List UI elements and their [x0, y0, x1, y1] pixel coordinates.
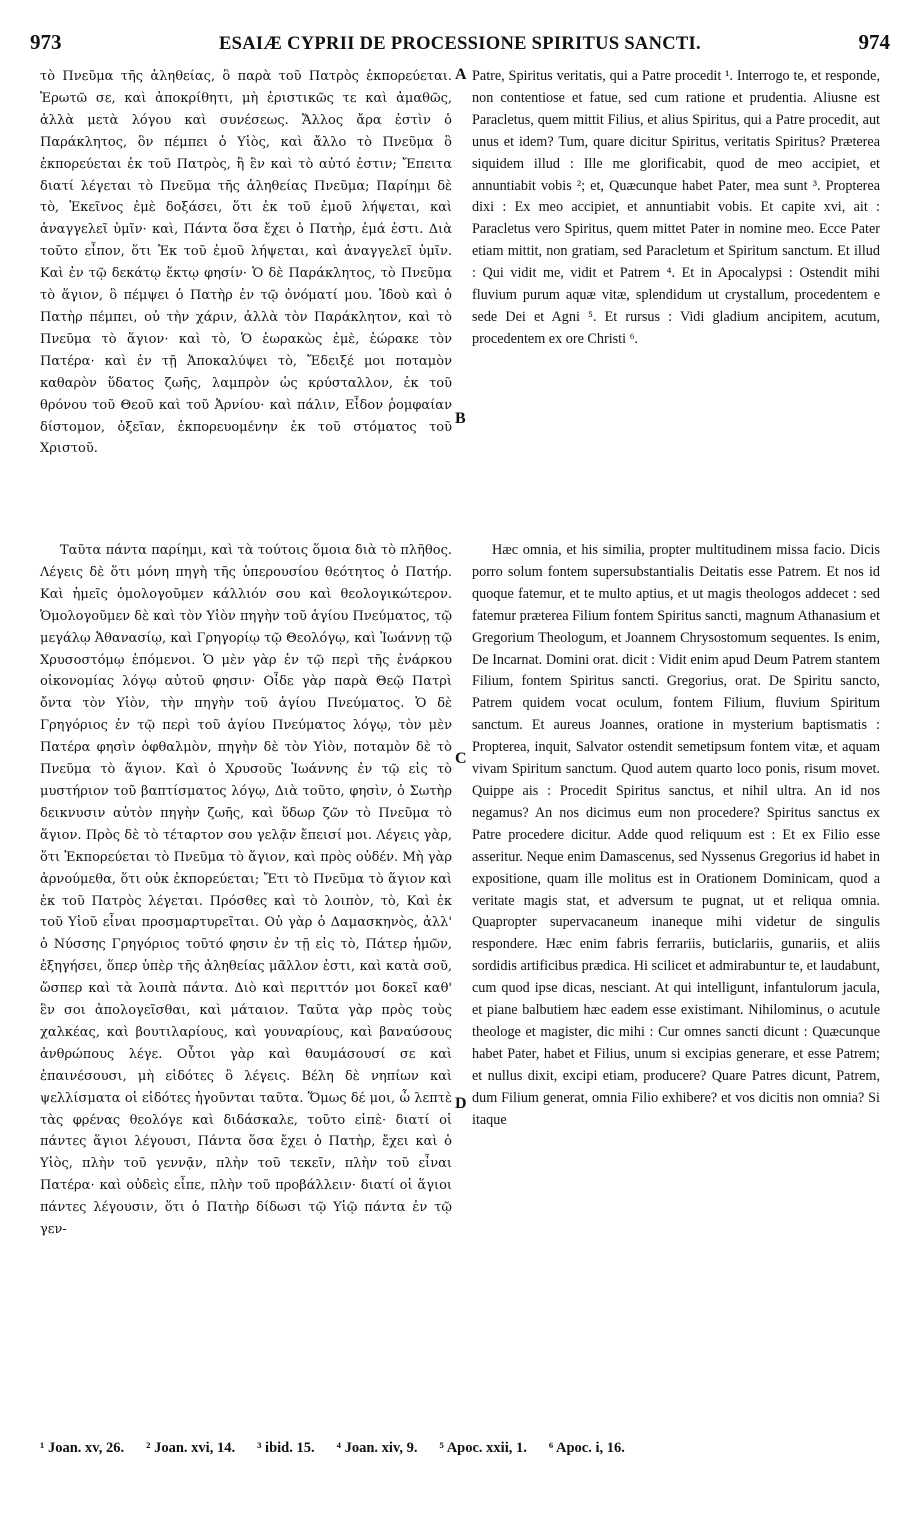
- latin-column-bottom: [472, 540, 880, 1131]
- running-title: ESAIÆ CYPRII DE PROCESSIONE SPIRITUS SANCTI.: [219, 34, 701, 54]
- page-number-right: 974: [858, 30, 890, 54]
- margin-marker-d: D: [455, 1095, 467, 1112]
- greek-paragraph-bottom: Ταῦτα πάντα παρίημι, καὶ τὰ τούτοις ὅμοια διὰ τὸ πλῆθος. Λέγεις δὲ ὅτι μόνη πηγὴ τῆς ὑπερουσίου θεότητος ὁ Πατήρ. Καὶ ἡμεῖς ὁμολογοῦμεν κάλλιόν σου καὶ θεολογικώτερον. Ὁμολογοῦμεν δὲ καὶ τὸν Υἱὸν πηγὴν τοῦ ἁγίου Πνεύματος, τῷ μεγάλῳ Ἀθανασίῳ, καὶ Γρηγορίῳ τῷ Θεολόγῳ, καὶ Ἰωάννῃ τῷ Χρυσοστόμῳ ἑπόμενοι. Ὁ μὲν γὰρ ἐν τῷ περὶ τῆς ἐνάρκου οἰκονομίας λόγῳ αὐτοῦ φησιν· Οἶδε γὰρ παρὰ Θεῷ Πατρὶ ὄντα τὸν Υἱὸν, τὴν πηγὴν τοῦ ἁγίου Πνεύματος. Ὁ δὲ Γρηγόριος ἐν τῷ περὶ τοῦ ἁγίου Πνεύματος λόγῳ, τὸν μὲν Πατέρα φησὶν ὀφθαλμὸν, πηγὴν δὲ τὸν Υἱὸν, ποταμὸν δὲ τὸ Πνεῦμα τὸ ἅγιον. Καὶ ὁ Χρυσοῦς Ἰωάννης ἐν τῷ εἰς τὸ μυστήριον τοῦ βαπτίσματος λόγῳ, Διὰ τοῦτο, φησὶν, ὁ Σωτὴρ δεικνυσιν αὐτὸν πηγὴν ζωῆς, καὶ ὕδωρ ζῶν τὸ Πνεῦμα τὸ ἅγιον. Πρὸς δὲ τὸ τέταρτον σου γελᾷν ἔπεισί μοι. Λέγεις γὰρ, ὅτι Ἐκπορεύεται τὸ Πνεῦμα τὸ ἅγιον, καὶ πρὸς οὐδέν. Μὴ γὰρ ἀρνούμεθα, ὅτι οὐκ ἐκπορεύεται; Ἔτι τὸ Πνεῦμα τὸ ἅγιον καὶ ἐκ τοῦ Πατρὸς λέγεται. Πρόσθες καὶ τὸ λοιπὸν, τὸ, Καὶ ἐκ τοῦ Υἱοῦ εἶναι προσμαρτυρεῖται. Οὐ γὰρ ὁ Δαμασκηνὸς, ἀλλ' ὁ Νύσσης Γρηγόριος τοῦτό φησιν ἐν τῇ εἰς τὸ, Πάτερ ἡμῶν, ἐξηγήσει, ὅπερ ὑπὲρ τῆς ἀληθείας μᾶλλον ἐστι, καὶ κατὰ σοῦ, ὥσπερ καὶ τὰ λοιπὰ πάντα. Διὸ καὶ περιττόν μοι δοκεῖ καθ' ἓν σοι ἀπολογεῖσθαι, καὶ μάταιον. Ταῦτα γὰρ πρὸς τοὺς χαλκέας, καὶ βουτιλαρίους, καὶ γουναρίους, καὶ βαναύσους ἀνθρώπους λέγε. Οὗτοι γὰρ καὶ θαυμάσουσί σε καὶ ἐπαινέσουσι, μὴ εἰδότες ὃ λέγεις. Βέλη δὲ νηπίων καὶ ψελλίσματα οἱ εἰδότες ἡγοῦνται ταῦτα. Ὅμως δέ μοι, ὦ λεπτὲ τὰς φρένας θεολόγε καὶ διδάσκαλε, τοῦτο εἰπὲ· διατί οἱ πάντες ἅγιοι λέγουσι, Πάντα ὅσα ἔχει ὁ Πατὴρ, ἔχει καὶ ὁ Υἱὸς, πλὴν τοῦ γεννᾷν, πλὴν τοῦ τεκεῖν, πλὴν τοῦ εἶναι Πατέρα· καὶ οὐδεὶς εἶπε, πλὴν τοῦ προβάλλειν· διατί οἱ ἅγιοι πάντες λέγουσιν, ὅτι ὁ Πατὴρ δίδωσι τῷ Υἱῷ πάντα ἐν τῷ γεν-: [40, 543, 452, 1238]
- footnote: ³ ibid. 15.: [257, 1440, 315, 1456]
- footnote: ⁶ Apoc. i, 16.: [548, 1440, 625, 1456]
- footnote: ⁵ Apoc. xxii, 1.: [439, 1440, 527, 1456]
- margin-marker-b: B: [455, 410, 466, 427]
- greek-column-top: [40, 66, 452, 460]
- margin-marker-a: A: [455, 66, 467, 83]
- greek-column-bottom: [40, 540, 452, 1241]
- page-number-left: 973: [30, 30, 62, 54]
- margin-marker-c: C: [455, 750, 467, 767]
- latin-column-top: [472, 66, 880, 351]
- running-header: [30, 30, 890, 64]
- footnote: ⁴ Joan. xiv, 9.: [336, 1440, 418, 1456]
- greek-paragraph-top: τὸ Πνεῦμα τῆς ἀληθείας, ὃ παρὰ τοῦ Πατρὸς ἐκπορεύεται. Ἐρωτῶ σε, καὶ ἀποκρίθητι, μὴ ἐριστικῶς τε καὶ ἀμαθῶς, ἀλλὰ μετὰ λόγου καὶ συνέσεως. Ἄλλος ἄρα ἐστὶν ὁ Παράκλητος, ὃν πέμπει ὁ Υἱὸς, καὶ ἄλλο τὸ Πνεῦμα ὃ ἐκπορεύεται ἐκ τοῦ Πατρὸς, ἢ ἓν καὶ τὸ αὐτό ἐστιν; Ἔπειτα διατί λέγεται τὸ Πνεῦμα τῆς ἀληθείας Πνεῦμα; Παρίημι δὲ τὸ, Ἐκεῖνος ἐμὲ δοξάσει, ὅτι ἐκ τοῦ ἐμοῦ λήψεται, καὶ ἀναγγελεῖ ὑμῖν· καὶ, Πάντα ὅσα ἔχει ὁ Πατὴρ, ἐμά ἐστι. Διὰ τοῦτο εἶπον, ὅτι Ἐκ τοῦ ἐμοῦ λήψεται, καὶ ἀναγγελεῖ ὑμῖν. Καὶ ἐν τῷ δεκάτῳ ἕκτῳ φησίν· Ὁ δὲ Παράκλητος, τὸ Πνεῦμα τὸ ἅγιον, ὃ πέμψει ὁ Πατὴρ ἐν τῷ ὀνόματί μου. Ἰδοὺ καὶ ὁ Πατὴρ πέμπει, οὐ τὴν χάριν, ἀλλὰ τὸν Παράκλητον, καὶ τὸ Πνεῦμα τὸ ἅγιον· καὶ τὸ, Ὁ ἑωρακὼς ἐμὲ, ἑώρακε τὸν Πατέρα· καὶ ἐν τῇ Ἀποκαλύψει τὸ, Ἔδειξέ μοι ποταμὸν καθαρὸν ὕδατος ζωῆς, λαμπρὸν ὡς κρύσταλλον, ἐκ τοῦ θρόνου τοῦ Θεοῦ καὶ τοῦ Ἀρνίου· καὶ πάλιν, Εἶδον ῥομφαίαν δίστομον, ὀξεῖαν, ἐκπορευομένην ἐκ τοῦ στόματος τοῦ Χριστοῦ.: [40, 69, 452, 457]
- latin-paragraph-top: Patre, Spiritus veritatis, qui a Patre procedit ¹. Interrogo te, et responde, non contentiose et fatue, sed cum ratione et prudentia. Aliusne est Paracletus, quem mittit Filius, et alius Spiritus, qui a Patre procedit, aut unus et idem? Tum, quare dicitur Spiritus, veritatis Spiritus? Præterea siquidem illud : Ille me glorificabit, quod de meo accipiet, et annuntiabit vobis ²; et, Quæcunque habet Pater, mea sunt ³. Propterea dixi : Ex meo accipiet, et annuntiabit vobis. Et capite xvi, ait : Paracletus vero Spiritus, quem mittet Pater in nomine meo. Ecce Pater etiam mittit, non gratiam, sed Paracletum et Spiritum sanctum. Et illud : Qui vidit me, vidit et Patrem ⁴. Et in Apocalypsi : Ostendit mihi fluvium purum aquæ vitæ, splendidum ut crystallum, procedentem e sede Dei et Agni ⁵. Et rursus : Vidi gladium ancipitem, acutum, procedentem ex ore Christi ⁶.: [472, 68, 880, 347]
- footnote: ² Joan. xvi, 14.: [146, 1440, 236, 1456]
- footnotes: [40, 1440, 880, 1457]
- latin-paragraph-bottom: Hæc omnia, et his similia, propter multitudinem missa facio. Dicis porro solum fontem supersubstantialis Deitatis esse Patrem. Et nos id quoque fatemur, et te multo aptius, et ut magis theologos addecet : sed fatemur præterea Filium fontem Spiritus sancti, magnum Athanasium et Gregorium Theologum, et Joannem Chrysostomum sequentes. Is enim, De Incarnat. Domini orat. dicit : Vidit enim apud Deum Patrem stantem Filium, fontem Spiritus sancti. Gregorius, orat. De Spiritu sancto, Patrem quidem vocat oculum, fontem Filium, fluvium Spiritum sanctum. Et aureus Joannes, oratione in mysterium baptismatis : Propterea, inquit, Salvator ostendit semetipsum fontem vitæ, et aquam vivam Spiritum sanctum. Quod autem quarto loco ponis, risum movet. Quippe ais : Procedit Spiritus sanctus, et nihil ultra. An id nos negamus? An nos dicimus eum non procedere? Spiritus sanctus ex Patre procedere dicitur. Adde quod reliquum est : Et ex Filio esse asseritur. Neque enim Damascenus, sed Nyssenus Gregorius id habet in expositione, quam ille molitus est in Orationem Dominicam, quod a veritate magis stat, et adversum te pugnat, ut et reliqua omnia. Quapropter supervacaneum inaneque mihi videtur de singulis respondere. Hæc enim fabris ferrariis, buticlariis, gunariis, et aliis sordidis artificibus prædica. Hi scilicet et admirabuntur te, et laudabunt, cum quod ipse dicas, nesciant. At qui intelligunt, infantulorum jacula, et piane balbutiem hæc eadem esse existimant. Nihilominus, o acutule theologe et magister, dic mihi : Cur omnes sancti dicunt : Quæcunque habet Pater, habet et Filius, unum si excipias generare, et esse Patrem; et nullus dixit, excipi etiam, producere? Quare Patres dicunt, Patrem, dum Filium generat, omnia Filio exhibere? et vos dicitis non omnia? Si itaque: [472, 542, 880, 1128]
- footnote: ¹ Joan. xv, 26.: [40, 1440, 125, 1456]
